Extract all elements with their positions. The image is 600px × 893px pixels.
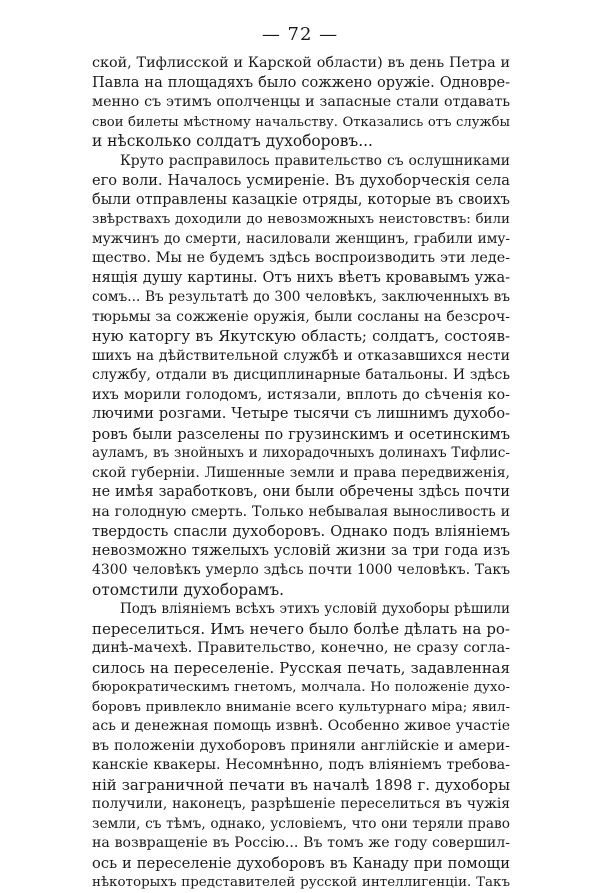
text-line: твердость спасли духоборовъ. Однако подъ вліяніемъ (92, 523, 510, 540)
text-line: ній заграничной печати въ началѣ 1898 г. духоборы (92, 775, 510, 794)
text-line: динѣ-мачехѣ. Правительство, конечно, не сразу согла- (92, 640, 510, 656)
text-line: службу, отдали въ дисциплинарные батальоны. И здѣсь (92, 367, 510, 383)
text-line: ровъ были разселены по грузинскимъ и осетинскимъ (92, 425, 510, 443)
text-line: его воли. Началось усмиреніе. Въ духоборческія села (92, 172, 510, 189)
text-line: на голодную смерть. Только небывалая выносливость и (92, 503, 510, 520)
text-line: ской губерніи. Лишенные земли и права передвиженія, (92, 464, 510, 481)
paragraph-start-line: Подъ вліяніемъ всѣхъ этихъ условій духоборы рѣшили (120, 601, 510, 617)
text-line: звѣрствахъ доходили до невозможныхъ неистовствъ: били (92, 212, 510, 227)
text-line: ась и денежная помощь извнѣ. Особенно живое участіе (92, 718, 510, 734)
text-line: нѣкоторыхъ представителей русской интеллигенціи. Такъ (92, 875, 510, 890)
text-line: ную каторгу въ Якутскую область; солдатъ, состояв- (92, 327, 510, 345)
text-line: боровъ привлекло вниманіе всего культурнаго міра; явил- (92, 699, 510, 715)
text-line: свои билеты мѣстному начальству. Отказались отъ службы (92, 114, 510, 130)
text-line: нящія душу картины. Отъ нихъ вѣетъ кровавымъ ужа- (92, 269, 510, 286)
text-line: лючими розгами. Четыре тысячи съ лишнимъ духобо- (92, 406, 510, 422)
text-line: бюрократическимъ гнетомъ, молчала. Но положеніе духо- (92, 680, 510, 695)
text-line: ось и переселеніе духоборовъ въ Канаду при помощи (92, 854, 510, 872)
text-line: 4300 человѣкъ умерло здѣсь почти 1000 человѣкъ. Такъ (92, 562, 510, 578)
text-line: канскіе квакеры. Несомнѣнно, подъ вліяніемъ требова- (92, 757, 510, 773)
text-line: шихъ на дѣйствительной службѣ и отказавшихся нести (92, 347, 510, 364)
text-line: мужчинъ до смерти, насиловали женщинъ, грабили иму- (92, 230, 510, 247)
text-line: переселиться. Имъ нечего было болѣе дѣлать на ро- (92, 619, 510, 638)
text-line: невозможно тяжелыхъ условій жизни за три года изъ (92, 542, 510, 559)
body-text (92, 54, 510, 893)
page-number: — 72 — (261, 24, 339, 45)
text-line: менно съ этимъ ополченцы и запасные стали отдавать (92, 94, 510, 110)
text-line: щество. Мы не будемъ здѣсь воспроизводить эти леде- (92, 250, 510, 266)
text-line: ихъ морили голодомъ, истязали, вплоть до сѣченія ко- (92, 386, 510, 403)
text-line: ской, Тифлисской и Карской области) въ день Петра и (92, 55, 510, 71)
text-line: ауламъ, въ знойныхъ и лихорадочныхъ долинахъ Тифлис- (92, 445, 510, 461)
text-line: земли, съ тѣмъ, однако, условіемъ, что они теряли право (92, 815, 510, 832)
text-line: были отправлены казацкіе отряды, которые въ своихъ (92, 191, 510, 208)
text-line: въ положеніи духоборовъ приняли англійскіе и амери- (92, 737, 510, 754)
text-line: сомъ... Въ результатѣ до 300 человѣкъ, заключенныхъ въ (92, 289, 510, 305)
text-line: отомстили духоборамъ. (92, 580, 285, 599)
text-line: не имѣя заработковъ, они были обречены здѣсь почти (92, 484, 510, 500)
paragraph-start-line: Круто расправилось правительство съ ослушниками (120, 152, 510, 169)
text-line: на возвращеніе въ Россію... Въ томъ же году совершил- (92, 835, 510, 851)
text-line: силось на переселеніе. Русская печать, задавленная (92, 659, 510, 677)
text-line: Павла на площадяхъ было сожжено оружіе. Одновре- (92, 74, 510, 91)
text-line: и нѣсколько солдатъ духоборовъ... (92, 132, 373, 150)
text-line: тюрьмы за сожженіе оружія, были сосланы на безсроч- (92, 308, 510, 325)
text-line: получили, наконецъ, разрѣшеніе переселиться въ чужія (92, 796, 510, 812)
